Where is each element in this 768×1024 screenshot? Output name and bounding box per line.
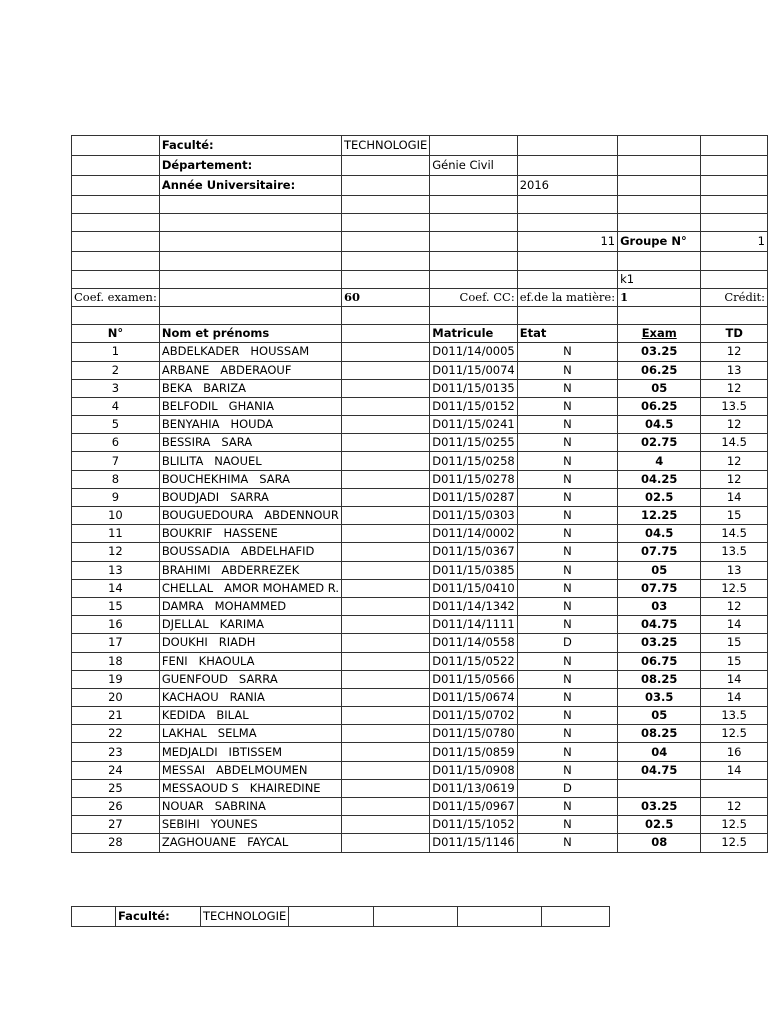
student-name: KACHAOU RANIA — [159, 688, 341, 706]
student-exam: 04.75 — [618, 761, 701, 779]
student-name: SEBIHI YOUNES — [159, 816, 341, 834]
student-exam: 03.5 — [618, 688, 701, 706]
student-td: 12 — [701, 597, 768, 615]
coef-cc-label: Coef. CC: — [430, 288, 517, 306]
student-etat: N — [517, 397, 617, 415]
student-etat: N — [517, 543, 617, 561]
empty-row — [72, 252, 768, 270]
name-continuation — [342, 379, 430, 397]
table-row — [72, 416, 768, 434]
name-continuation — [342, 761, 430, 779]
student-matricule: D011/15/0278 — [430, 470, 517, 488]
table-row — [72, 670, 768, 688]
footer-faculte-label: Faculté: — [116, 907, 201, 927]
student-number: 22 — [72, 725, 160, 743]
student-number: 6 — [72, 434, 160, 452]
student-td: 14 — [701, 616, 768, 634]
student-exam — [618, 779, 701, 797]
student-exam: 03.25 — [618, 634, 701, 652]
student-etat: N — [517, 561, 617, 579]
student-name: BOUCHEKHIMA SARA — [159, 470, 341, 488]
student-number: 7 — [72, 452, 160, 470]
student-matricule: D011/15/0410 — [430, 579, 517, 597]
student-etat: N — [517, 761, 617, 779]
student-matricule: D011/14/0558 — [430, 634, 517, 652]
name-continuation — [342, 397, 430, 415]
student-exam: 08.25 — [618, 725, 701, 743]
student-matricule: D011/15/1052 — [430, 816, 517, 834]
student-name: KEDIDA BILAL — [159, 707, 341, 725]
student-etat: N — [517, 743, 617, 761]
student-number: 18 — [72, 652, 160, 670]
table-row — [72, 543, 768, 561]
student-etat: N — [517, 816, 617, 834]
student-etat: N — [517, 725, 617, 743]
table-row — [72, 743, 768, 761]
student-name: BOUKRIF HASSENE — [159, 525, 341, 543]
student-exam: 06.75 — [618, 652, 701, 670]
student-td: 12 — [701, 379, 768, 397]
student-td: 12.5 — [701, 816, 768, 834]
name-continuation — [342, 525, 430, 543]
student-exam: 04.25 — [618, 470, 701, 488]
name-continuation — [342, 670, 430, 688]
student-number: 23 — [72, 743, 160, 761]
name-continuation — [342, 343, 430, 361]
student-number: 15 — [72, 597, 160, 615]
name-continuation — [342, 743, 430, 761]
student-number: 24 — [72, 761, 160, 779]
section-number: 11 — [517, 232, 617, 252]
student-etat: N — [517, 488, 617, 506]
student-td: 15 — [701, 507, 768, 525]
name-continuation — [342, 688, 430, 706]
student-exam: 08.25 — [618, 670, 701, 688]
student-matricule: D011/15/0241 — [430, 416, 517, 434]
student-exam: 12.25 — [618, 507, 701, 525]
table-row — [72, 834, 768, 852]
student-matricule: D011/15/0258 — [430, 452, 517, 470]
name-continuation — [342, 725, 430, 743]
student-name: LAKHAL SELMA — [159, 725, 341, 743]
student-name: BOUGUEDOURA ABDENNOUR — [159, 507, 341, 525]
student-etat: D — [517, 779, 617, 797]
student-exam: 08 — [618, 834, 701, 852]
table-row — [72, 798, 768, 816]
table-row — [72, 470, 768, 488]
student-etat: N — [517, 525, 617, 543]
student-number: 19 — [72, 670, 160, 688]
departement-value: Génie Civil — [430, 156, 517, 176]
name-continuation — [342, 543, 430, 561]
student-matricule: D011/15/0152 — [430, 397, 517, 415]
student-name: DOUKHI RIADH — [159, 634, 341, 652]
table-row — [72, 616, 768, 634]
student-number: 27 — [72, 816, 160, 834]
student-name: DJELLAL KARIMA — [159, 616, 341, 634]
table-row — [72, 525, 768, 543]
student-etat: N — [517, 470, 617, 488]
name-continuation — [342, 816, 430, 834]
student-name: CHELLAL AMOR MOHAMED R. — [159, 579, 341, 597]
student-td: 12 — [701, 452, 768, 470]
student-name: BELFODIL GHANIA — [159, 397, 341, 415]
name-continuation — [342, 707, 430, 725]
student-matricule: D011/15/0674 — [430, 688, 517, 706]
faculte-value: TECHNOLOGIE — [342, 136, 430, 156]
student-number: 25 — [72, 779, 160, 797]
table-row — [72, 397, 768, 415]
student-number: 16 — [72, 616, 160, 634]
table-row — [72, 761, 768, 779]
student-td: 16 — [701, 743, 768, 761]
groupe-row — [72, 232, 768, 252]
student-name: MESSAOUD S KHAIREDINE — [159, 779, 341, 797]
student-matricule: D011/15/1146 — [430, 834, 517, 852]
student-td: 12 — [701, 798, 768, 816]
student-name: ARBANE ABDERAOUF — [159, 361, 341, 379]
student-etat: N — [517, 616, 617, 634]
departement-row — [72, 156, 768, 176]
table-row — [72, 688, 768, 706]
student-matricule: D011/14/0002 — [430, 525, 517, 543]
student-etat: N — [517, 343, 617, 361]
student-etat: N — [517, 834, 617, 852]
student-name: BOUSSADIA ABDELHAFID — [159, 543, 341, 561]
footer-table — [71, 906, 610, 927]
student-number: 5 — [72, 416, 160, 434]
table-row — [72, 597, 768, 615]
student-matricule: D011/15/0255 — [430, 434, 517, 452]
student-etat: N — [517, 707, 617, 725]
student-td: 12.5 — [701, 725, 768, 743]
name-continuation — [342, 652, 430, 670]
student-td: 12 — [701, 416, 768, 434]
student-exam: 4 — [618, 452, 701, 470]
student-number: 20 — [72, 688, 160, 706]
coef-row — [72, 288, 768, 306]
student-exam: 04.5 — [618, 525, 701, 543]
student-matricule: D011/15/0074 — [430, 361, 517, 379]
student-name: NOUAR SABRINA — [159, 798, 341, 816]
table-row — [72, 707, 768, 725]
coef-matiere-value: 1 — [618, 288, 701, 306]
departement-label: Département: — [159, 156, 341, 176]
table-row — [72, 779, 768, 797]
student-name: BESSIRA SARA — [159, 434, 341, 452]
student-etat: N — [517, 597, 617, 615]
student-td: 13 — [701, 561, 768, 579]
student-etat: N — [517, 379, 617, 397]
name-continuation — [342, 561, 430, 579]
name-continuation — [342, 579, 430, 597]
table-row — [72, 634, 768, 652]
name-continuation — [342, 634, 430, 652]
student-exam: 04.5 — [618, 416, 701, 434]
student-etat: N — [517, 452, 617, 470]
name-continuation — [342, 416, 430, 434]
student-etat: N — [517, 688, 617, 706]
footer-faculte-value: TECHNOLOGIE — [201, 907, 289, 927]
student-etat: N — [517, 652, 617, 670]
student-name: BLILITA NAOUEL — [159, 452, 341, 470]
student-number: 28 — [72, 834, 160, 852]
student-td: 12.5 — [701, 579, 768, 597]
student-exam: 02.5 — [618, 816, 701, 834]
student-td: 13.5 — [701, 397, 768, 415]
student-td: 13.5 — [701, 543, 768, 561]
student-td: 14 — [701, 488, 768, 506]
student-matricule: D011/14/1111 — [430, 616, 517, 634]
student-number: 3 — [72, 379, 160, 397]
student-number: 17 — [72, 634, 160, 652]
student-exam: 05 — [618, 379, 701, 397]
name-continuation — [342, 834, 430, 852]
student-matricule: D011/15/0908 — [430, 761, 517, 779]
groupe-label: Groupe N° — [618, 232, 701, 252]
name-continuation — [342, 507, 430, 525]
grades-sheet — [71, 135, 768, 853]
coef-exam-value: 60 — [342, 288, 430, 306]
table-row — [72, 507, 768, 525]
name-continuation — [342, 779, 430, 797]
student-td: 15 — [701, 634, 768, 652]
student-etat: N — [517, 361, 617, 379]
name-continuation — [342, 616, 430, 634]
student-exam: 02.5 — [618, 488, 701, 506]
name-continuation — [342, 361, 430, 379]
student-matricule: D011/15/0566 — [430, 670, 517, 688]
table-row — [72, 452, 768, 470]
credit-label: Crédit: — [701, 288, 768, 306]
student-exam: 05 — [618, 561, 701, 579]
groupe-value: 1 — [701, 232, 768, 252]
student-exam: 07.75 — [618, 543, 701, 561]
student-td: 14 — [701, 670, 768, 688]
table-row — [72, 579, 768, 597]
student-td: 12.5 — [701, 834, 768, 852]
student-exam: 03 — [618, 597, 701, 615]
table-row — [72, 343, 768, 361]
student-etat: N — [517, 434, 617, 452]
student-matricule: D011/14/1342 — [430, 597, 517, 615]
student-td: 14 — [701, 688, 768, 706]
student-name: BEKA BARIZA — [159, 379, 341, 397]
student-td: 14 — [701, 761, 768, 779]
footer-faculte-row — [72, 907, 610, 927]
student-number: 14 — [72, 579, 160, 597]
student-exam: 06.25 — [618, 361, 701, 379]
student-number: 21 — [72, 707, 160, 725]
student-name: ZAGHOUANE FAYCAL — [159, 834, 341, 852]
student-matricule: D011/15/0967 — [430, 798, 517, 816]
table-row — [72, 725, 768, 743]
student-td: 13.5 — [701, 707, 768, 725]
faculte-row — [72, 136, 768, 156]
student-number: 2 — [72, 361, 160, 379]
student-matricule: D011/13/0619 — [430, 779, 517, 797]
student-name: BOUDJADI SARRA — [159, 488, 341, 506]
student-td: 12 — [701, 343, 768, 361]
student-td: 14.5 — [701, 525, 768, 543]
student-number: 4 — [72, 397, 160, 415]
student-exam: 04.75 — [618, 616, 701, 634]
student-name: MEDJALDI IBTISSEM — [159, 743, 341, 761]
student-matricule: D011/15/0780 — [430, 725, 517, 743]
coef-exam-label: Coef. examen: — [72, 288, 160, 306]
student-matricule: D011/15/0522 — [430, 652, 517, 670]
student-name: DAMRA MOHAMMED — [159, 597, 341, 615]
col-td-header: TD — [701, 325, 768, 343]
name-continuation — [342, 488, 430, 506]
student-etat: N — [517, 579, 617, 597]
name-continuation — [342, 452, 430, 470]
student-td: 13 — [701, 361, 768, 379]
table-row — [72, 434, 768, 452]
col-etat-header: Etat — [517, 325, 617, 343]
student-exam: 06.25 — [618, 397, 701, 415]
student-number: 12 — [72, 543, 160, 561]
student-etat: D — [517, 634, 617, 652]
student-number: 1 — [72, 343, 160, 361]
student-etat: N — [517, 670, 617, 688]
empty-row — [72, 196, 768, 214]
student-exam: 02.75 — [618, 434, 701, 452]
annee-label: Année Universitaire: — [159, 176, 341, 196]
k-row — [72, 270, 768, 288]
student-name: ABDELKADER HOUSSAM — [159, 343, 341, 361]
student-name: BRAHIMI ABDERREZEK — [159, 561, 341, 579]
table-row — [72, 652, 768, 670]
student-matricule: D011/15/0367 — [430, 543, 517, 561]
student-name: GUENFOUD SARRA — [159, 670, 341, 688]
coef-matiere-label: ef.de la matière: — [517, 288, 617, 306]
student-matricule: D011/15/0702 — [430, 707, 517, 725]
name-continuation — [342, 597, 430, 615]
student-exam: 05 — [618, 707, 701, 725]
student-td: 12 — [701, 470, 768, 488]
student-name: FENI KHAOULA — [159, 652, 341, 670]
table-row — [72, 561, 768, 579]
student-exam: 03.25 — [618, 798, 701, 816]
col-exam-header: Exam — [618, 325, 701, 343]
student-exam: 04 — [618, 743, 701, 761]
student-number: 10 — [72, 507, 160, 525]
col-name-header: Nom et prénoms — [159, 325, 341, 343]
student-exam: 07.75 — [618, 579, 701, 597]
column-header-row — [72, 325, 768, 343]
student-number: 13 — [72, 561, 160, 579]
student-matricule: D011/15/0287 — [430, 488, 517, 506]
student-etat: N — [517, 798, 617, 816]
name-continuation — [342, 434, 430, 452]
student-matricule: D011/15/0859 — [430, 743, 517, 761]
faculte-label: Faculté: — [159, 136, 341, 156]
student-name: MESSAI ABDELMOUMEN — [159, 761, 341, 779]
col-num-header: N° — [72, 325, 160, 343]
student-td: 14.5 — [701, 434, 768, 452]
empty-row — [72, 214, 768, 232]
table-row — [72, 816, 768, 834]
empty-row — [72, 306, 768, 324]
student-number: 8 — [72, 470, 160, 488]
student-matricule: D011/15/0385 — [430, 561, 517, 579]
annee-row — [72, 176, 768, 196]
student-name: BENYAHIA HOUDA — [159, 416, 341, 434]
student-etat: N — [517, 507, 617, 525]
name-continuation — [342, 798, 430, 816]
student-matricule: D011/15/0135 — [430, 379, 517, 397]
student-matricule: D011/15/0303 — [430, 507, 517, 525]
student-matricule: D011/14/0005 — [430, 343, 517, 361]
student-td — [701, 779, 768, 797]
student-exam: 03.25 — [618, 343, 701, 361]
name-continuation — [342, 470, 430, 488]
student-etat: N — [517, 416, 617, 434]
student-td: 15 — [701, 652, 768, 670]
student-number: 9 — [72, 488, 160, 506]
annee-value: 2016 — [517, 176, 617, 196]
student-number: 26 — [72, 798, 160, 816]
col-matricule-header: Matricule — [430, 325, 517, 343]
table-row — [72, 361, 768, 379]
student-number: 11 — [72, 525, 160, 543]
table-row — [72, 488, 768, 506]
k-value: k1 — [618, 270, 701, 288]
table-row — [72, 379, 768, 397]
